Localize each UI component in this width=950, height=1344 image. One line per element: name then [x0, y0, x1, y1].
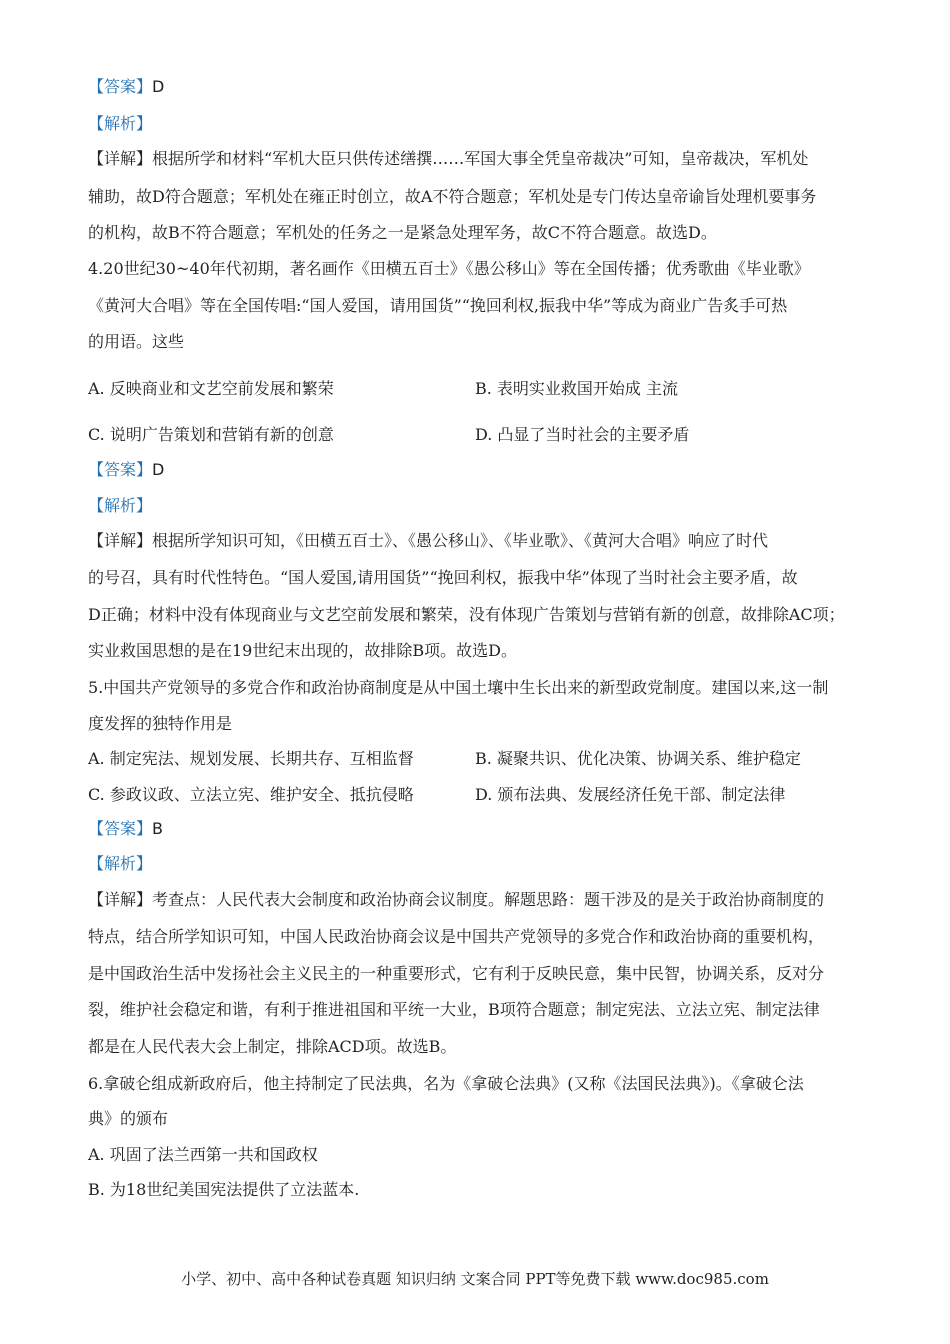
option-c: C. 参政议政、立法立宪、维护安全、抵抗侵略 — [88, 785, 414, 804]
detail-text: 的号召，具有时代性特色。“国人爱国,请用国货”“挽回利权，振我中华”体现了当时社会主要矛盾，故 — [88, 568, 798, 587]
analysis-label: 【解析】 — [88, 496, 153, 515]
answer-line — [88, 818, 163, 840]
detail-text: 裂，维护社会稳定和谐，有利于推进祖国和平统一大业，B项符合题意；制定宪法、立法立宪、制定法律 — [88, 1000, 820, 1019]
option-c: C. 说明广告策划和营销有新的创意 — [88, 425, 334, 444]
detail-text: 是中国政治生活中发扬社会主义民主的一种重要形式，它有利于反映民意，集中民智，协调关系，反对分 — [88, 964, 825, 983]
option-b: B. 表明实业救国开始成 主流 — [475, 379, 679, 398]
detail-text: 根据所学和材料“军机大臣只供传述缮撰……军国大事全凭皇帝裁决”可知，皇帝裁决，军机处 — [152, 149, 809, 168]
answer-line — [88, 459, 164, 481]
answer-value: B — [152, 819, 163, 838]
answer-value: D — [152, 77, 165, 96]
question-stem: 的用语。这些 — [88, 332, 185, 351]
answer-label: 【答案】 — [88, 77, 153, 96]
answer-label: 【答案】 — [88, 460, 153, 479]
detail-line — [88, 148, 808, 170]
option-d: D. 颁布法典、发展经济任免干部、制定法律 — [475, 785, 786, 804]
question-stem: 度发挥的独特作用是 — [88, 714, 233, 733]
detail-text: D正确；材料中没有体现商业与文艺空前发展和繁荣，没有体现广告策划与营销有新的创意，故排除AC项； — [88, 605, 845, 624]
question-stem: 《黄河大合唱》等在全国传唱:“国人爱国，请用国货”“挽回利权,振我中华”等成为商业广告炙手可热 — [88, 296, 788, 315]
detail-line — [88, 530, 768, 552]
detail-label: 【详解】 — [88, 890, 153, 909]
question-stem: 4.20世纪30~40年代初期，著名画作《田横五百士》《愚公移山》等在全国传播；优秀歌曲《毕业歌》 — [88, 259, 810, 278]
question-stem: 典》的颁布 — [88, 1109, 169, 1128]
detail-line — [88, 889, 824, 911]
option-a: A. 巩固了法兰西第一共和国政权 — [88, 1145, 318, 1164]
answer-line — [88, 76, 164, 98]
detail-text: 都是在人民代表大会上制定，排除ACD项。故选B。 — [88, 1037, 457, 1056]
option-d: D. 凸显了当时社会的主要矛盾 — [475, 425, 690, 444]
option-b: B. 为18世纪美国宪法提供了立法蓝本. — [88, 1180, 360, 1199]
detail-label: 【详解】 — [88, 531, 153, 550]
analysis-label: 【解析】 — [88, 854, 153, 873]
option-a: A. 制定宪法、规划发展、长期共存、互相监督 — [88, 749, 414, 768]
question-stem: 5.中国共产党领导的多党合作和政治协商制度是从中国土壤中生长出来的新型政党制度。建国以来,这一制 — [88, 678, 829, 697]
detail-label: 【详解】 — [88, 149, 153, 168]
analysis-label: 【解析】 — [88, 114, 153, 133]
detail-text: 根据所学知识可知，《田横五百士》、《愚公移山》、《毕业歌》、《黄河大合唱》响应了时代 — [152, 531, 769, 550]
detail-text: 的机构，故B不符合题意；军机处的任务之一是紧急处理军务，故C不符合题意。故选D。 — [88, 223, 717, 242]
answer-value: D — [152, 460, 165, 479]
option-a: A. 反映商业和文艺空前发展和繁荣 — [88, 379, 334, 398]
question-stem: 6.拿破仑组成新政府后，他主持制定了民法典，名为《拿破仑法典》(又称《法国民法典》)。《拿破仑法 — [88, 1074, 804, 1093]
detail-text: 辅助，故D符合题意；军机处在雍正时创立，故A不符合题意；军机处是专门传达皇帝谕旨处理机要事务 — [88, 187, 817, 206]
option-b: B. 凝聚共识、优化决策、协调关系、维护稳定 — [475, 749, 801, 768]
detail-text: 实业救国思想的是在19世纪末出现的，故排除B项。故选D。 — [88, 641, 517, 660]
detail-text: 特点，结合所学知识可知，中国人民政治协商会议是中国共产党领导的多党合作和政治协商的重要机构， — [88, 927, 825, 946]
page-footer: 小学、初中、高中各种试卷真题 知识归纳 文案合同 PPT等免费下载 www.doc985.com — [181, 1270, 769, 1288]
answer-label: 【答案】 — [88, 819, 153, 838]
detail-text: 考查点：人民代表大会制度和政治协商会议制度。解题思路：题干涉及的是关于政治协商制度的 — [152, 890, 825, 909]
